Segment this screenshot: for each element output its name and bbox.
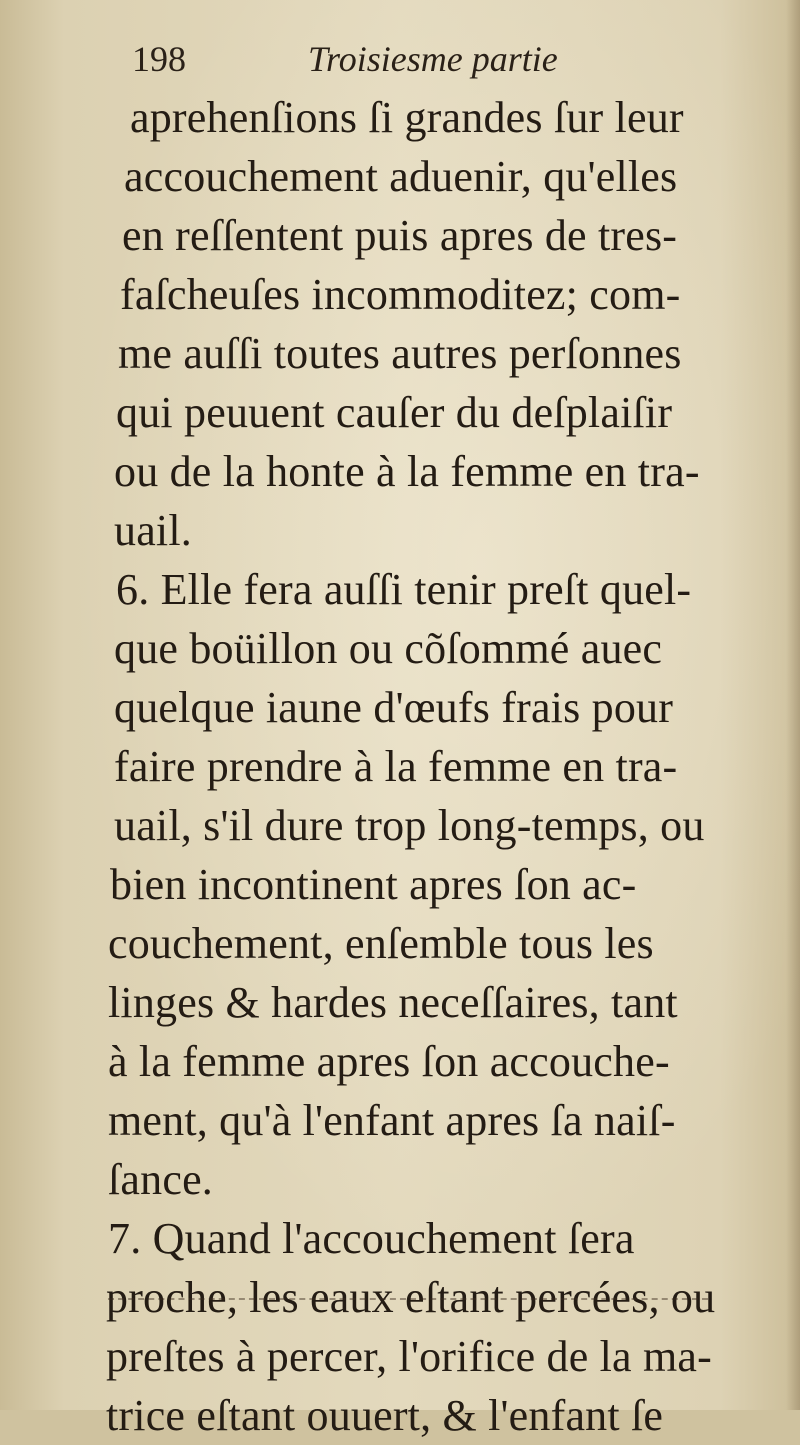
text-line: 7. Quand l'accouchement ſera	[108, 1214, 635, 1263]
text-line: trice eſtant ouuert, & l'enfant ſe	[106, 1391, 664, 1440]
text-line: en reſſentent puis apres de tres-	[122, 211, 678, 260]
text-line: proche, les eaux eſtant percées, ou	[106, 1273, 716, 1322]
text-line: ment, qu'à l'enfant apres ſa naiſ-	[108, 1096, 676, 1145]
page-header	[132, 38, 672, 88]
text-line: 6. Elle fera auſſi tenir preſt quel-	[116, 565, 692, 614]
text-line: que boüillon ou cõſommé auec	[114, 624, 663, 673]
page-number: 198	[132, 39, 186, 79]
text-line: quelque iaune d'œufs frais pour	[114, 683, 674, 732]
text-line: faſcheuſes incommoditez; com-	[120, 270, 681, 319]
text-line: preſtes à percer, l'orifice de la ma-	[106, 1332, 712, 1381]
text-line: uail.	[114, 506, 192, 555]
text-line: uail, s'il dure trop long-temps, ou	[114, 801, 705, 850]
text-line: aprehenſions ſi grandes ſur leur	[130, 93, 684, 142]
text-line: accouchement aduenir, qu'elles	[124, 152, 678, 201]
body-text	[106, 88, 726, 1445]
text-line: à la femme apres ſon accouche-	[108, 1037, 670, 1086]
text-line: me auſſi toutes autres perſonnes	[118, 329, 682, 378]
text-line: linges & hardes neceſſaires, tant	[108, 978, 678, 1027]
text-line: bien incontinent apres ſon ac-	[110, 860, 637, 909]
text-line: couchement, enſemble tous les	[108, 919, 654, 968]
running-head: Troisiesme partie	[308, 39, 558, 79]
text-line: faire prendre à la femme en tra-	[114, 742, 678, 791]
page-bottom-rule	[108, 1298, 708, 1300]
text-line: qui peuuent cauſer du deſplaiſir	[116, 388, 673, 437]
text-line: ou de la honte à la femme en tra-	[114, 447, 700, 496]
text-line: ſance.	[108, 1155, 214, 1204]
